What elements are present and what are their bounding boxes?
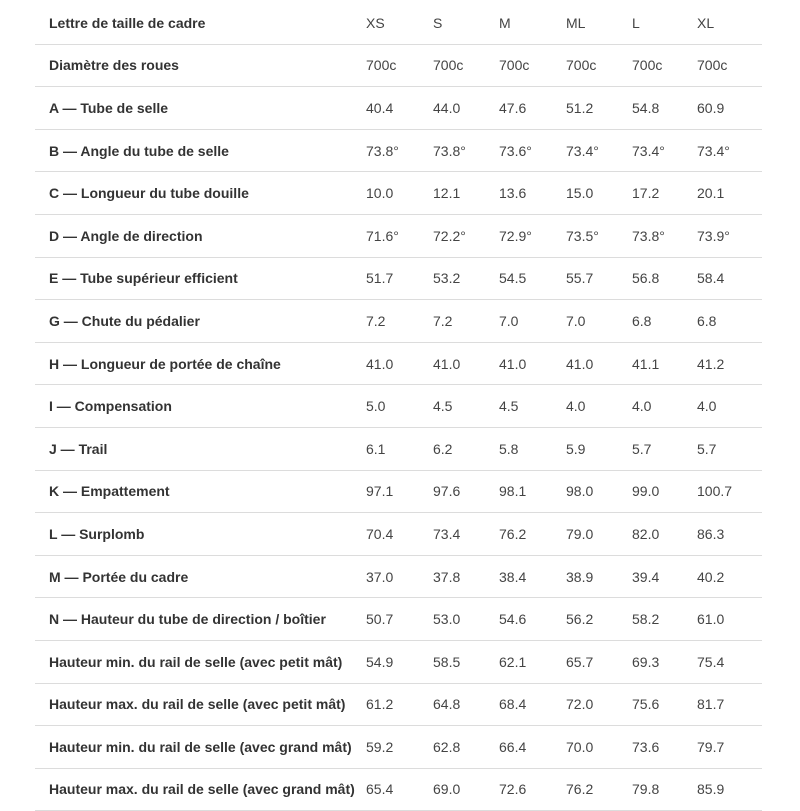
row-value: 20.1 bbox=[697, 172, 762, 215]
row-value: 100.7 bbox=[697, 470, 762, 513]
table-row bbox=[35, 172, 762, 215]
row-value: 4.5 bbox=[499, 385, 566, 428]
row-value: 41.0 bbox=[499, 342, 566, 385]
row-value: 700c bbox=[697, 44, 762, 87]
row-value: 79.8 bbox=[632, 768, 697, 811]
row-value: 13.6 bbox=[499, 172, 566, 215]
row-value: 7.0 bbox=[566, 300, 632, 343]
row-value: 10.0 bbox=[366, 172, 433, 215]
row-value: 700c bbox=[433, 44, 499, 87]
row-value: 51.7 bbox=[366, 257, 433, 300]
row-value: 58.5 bbox=[433, 640, 499, 683]
table-row bbox=[35, 214, 762, 257]
row-value: 40.2 bbox=[697, 555, 762, 598]
row-value: 82.0 bbox=[632, 513, 697, 556]
row-value: 70.0 bbox=[566, 726, 632, 769]
row-value: 58.2 bbox=[632, 598, 697, 641]
row-label: C — Longueur du tube douille bbox=[35, 172, 366, 215]
row-value: 98.1 bbox=[499, 470, 566, 513]
row-value: 4.0 bbox=[697, 385, 762, 428]
table-row bbox=[35, 385, 762, 428]
header-size-xs: XS bbox=[366, 2, 433, 44]
table-row bbox=[35, 427, 762, 470]
row-value: 700c bbox=[566, 44, 632, 87]
row-value: 73.4° bbox=[566, 129, 632, 172]
row-value: 73.6 bbox=[632, 726, 697, 769]
row-value: 73.4° bbox=[632, 129, 697, 172]
row-label: Hauteur max. du rail de selle (avec petit mât) bbox=[35, 683, 366, 726]
row-value: 97.6 bbox=[433, 470, 499, 513]
table-row bbox=[35, 470, 762, 513]
row-label: H — Longueur de portée de chaîne bbox=[35, 342, 366, 385]
row-label: G — Chute du pédalier bbox=[35, 300, 366, 343]
row-value: 5.8 bbox=[499, 427, 566, 470]
row-label: B — Angle du tube de selle bbox=[35, 129, 366, 172]
row-label: J — Trail bbox=[35, 427, 366, 470]
row-value: 86.3 bbox=[697, 513, 762, 556]
row-value: 15.0 bbox=[566, 172, 632, 215]
row-value: 81.7 bbox=[697, 683, 762, 726]
row-value: 56.8 bbox=[632, 257, 697, 300]
row-value: 51.2 bbox=[566, 87, 632, 130]
row-label: A — Tube de selle bbox=[35, 87, 366, 130]
row-value: 85.9 bbox=[697, 768, 762, 811]
row-value: 38.9 bbox=[566, 555, 632, 598]
row-value: 73.8° bbox=[632, 214, 697, 257]
row-value: 61.0 bbox=[697, 598, 762, 641]
row-value: 6.1 bbox=[366, 427, 433, 470]
header-size-xl: XL bbox=[697, 2, 762, 44]
row-label: N — Hauteur du tube de direction / boîtier bbox=[35, 598, 366, 641]
geometry-table bbox=[35, 2, 762, 811]
table-row bbox=[35, 598, 762, 641]
row-value: 62.1 bbox=[499, 640, 566, 683]
table-row bbox=[35, 129, 762, 172]
row-value: 7.2 bbox=[433, 300, 499, 343]
row-value: 72.2° bbox=[433, 214, 499, 257]
table-row bbox=[35, 768, 762, 811]
row-label: L — Surplomb bbox=[35, 513, 366, 556]
row-value: 6.2 bbox=[433, 427, 499, 470]
row-value: 73.4 bbox=[433, 513, 499, 556]
header-size-s: S bbox=[433, 2, 499, 44]
row-value: 65.4 bbox=[366, 768, 433, 811]
row-value: 700c bbox=[499, 44, 566, 87]
header-size-l: L bbox=[632, 2, 697, 44]
row-value: 75.4 bbox=[697, 640, 762, 683]
row-value: 54.8 bbox=[632, 87, 697, 130]
row-label: Diamètre des roues bbox=[35, 44, 366, 87]
row-value: 5.7 bbox=[697, 427, 762, 470]
row-value: 5.9 bbox=[566, 427, 632, 470]
row-value: 41.0 bbox=[566, 342, 632, 385]
row-value: 70.4 bbox=[366, 513, 433, 556]
row-value: 4.0 bbox=[566, 385, 632, 428]
row-value: 55.7 bbox=[566, 257, 632, 300]
row-value: 71.6° bbox=[366, 214, 433, 257]
row-value: 53.0 bbox=[433, 598, 499, 641]
row-value: 75.6 bbox=[632, 683, 697, 726]
table-row bbox=[35, 300, 762, 343]
row-label: Hauteur min. du rail de selle (avec grand mât) bbox=[35, 726, 366, 769]
row-value: 37.0 bbox=[366, 555, 433, 598]
row-value: 69.3 bbox=[632, 640, 697, 683]
row-value: 73.8° bbox=[366, 129, 433, 172]
row-value: 39.4 bbox=[632, 555, 697, 598]
row-value: 73.9° bbox=[697, 214, 762, 257]
row-value: 65.7 bbox=[566, 640, 632, 683]
geometry-table-body bbox=[35, 2, 762, 811]
row-label: D — Angle de direction bbox=[35, 214, 366, 257]
row-value: 73.5° bbox=[566, 214, 632, 257]
row-value: 41.2 bbox=[697, 342, 762, 385]
row-value: 54.9 bbox=[366, 640, 433, 683]
row-value: 50.7 bbox=[366, 598, 433, 641]
row-value: 76.2 bbox=[499, 513, 566, 556]
row-value: 68.4 bbox=[499, 683, 566, 726]
row-value: 73.6° bbox=[499, 129, 566, 172]
row-value: 61.2 bbox=[366, 683, 433, 726]
row-value: 72.6 bbox=[499, 768, 566, 811]
row-value: 44.0 bbox=[433, 87, 499, 130]
row-value: 66.4 bbox=[499, 726, 566, 769]
row-value: 73.8° bbox=[433, 129, 499, 172]
table-row bbox=[35, 640, 762, 683]
row-value: 76.2 bbox=[566, 768, 632, 811]
row-value: 72.9° bbox=[499, 214, 566, 257]
row-label: M — Portée du cadre bbox=[35, 555, 366, 598]
row-value: 73.4° bbox=[697, 129, 762, 172]
table-row bbox=[35, 342, 762, 385]
row-value: 56.2 bbox=[566, 598, 632, 641]
row-value: 69.0 bbox=[433, 768, 499, 811]
row-value: 40.4 bbox=[366, 87, 433, 130]
row-value: 5.0 bbox=[366, 385, 433, 428]
row-label: Hauteur max. du rail de selle (avec grand mât) bbox=[35, 768, 366, 811]
row-label: I — Compensation bbox=[35, 385, 366, 428]
row-value: 700c bbox=[366, 44, 433, 87]
row-value: 60.9 bbox=[697, 87, 762, 130]
table-row bbox=[35, 683, 762, 726]
row-value: 54.6 bbox=[499, 598, 566, 641]
row-value: 99.0 bbox=[632, 470, 697, 513]
row-label: Hauteur min. du rail de selle (avec petit mât) bbox=[35, 640, 366, 683]
header-size-m: M bbox=[499, 2, 566, 44]
row-value: 72.0 bbox=[566, 683, 632, 726]
row-label: E — Tube supérieur efficient bbox=[35, 257, 366, 300]
row-value: 37.8 bbox=[433, 555, 499, 598]
row-value: 38.4 bbox=[499, 555, 566, 598]
row-value: 54.5 bbox=[499, 257, 566, 300]
row-value: 97.1 bbox=[366, 470, 433, 513]
row-value: 700c bbox=[632, 44, 697, 87]
row-value: 41.0 bbox=[433, 342, 499, 385]
row-value: 98.0 bbox=[566, 470, 632, 513]
row-value: 5.7 bbox=[632, 427, 697, 470]
row-value: 7.2 bbox=[366, 300, 433, 343]
table-row bbox=[35, 513, 762, 556]
table-row bbox=[35, 726, 762, 769]
row-value: 17.2 bbox=[632, 172, 697, 215]
row-value: 12.1 bbox=[433, 172, 499, 215]
table-header-row bbox=[35, 2, 762, 44]
row-value: 4.5 bbox=[433, 385, 499, 428]
row-value: 64.8 bbox=[433, 683, 499, 726]
row-value: 6.8 bbox=[632, 300, 697, 343]
header-size-ml: ML bbox=[566, 2, 632, 44]
table-row bbox=[35, 87, 762, 130]
row-value: 7.0 bbox=[499, 300, 566, 343]
row-value: 47.6 bbox=[499, 87, 566, 130]
row-value: 6.8 bbox=[697, 300, 762, 343]
header-label: Lettre de taille de cadre bbox=[35, 2, 366, 44]
row-value: 58.4 bbox=[697, 257, 762, 300]
row-value: 41.1 bbox=[632, 342, 697, 385]
row-value: 53.2 bbox=[433, 257, 499, 300]
row-value: 4.0 bbox=[632, 385, 697, 428]
table-row bbox=[35, 44, 762, 87]
row-value: 59.2 bbox=[366, 726, 433, 769]
row-value: 79.0 bbox=[566, 513, 632, 556]
row-value: 62.8 bbox=[433, 726, 499, 769]
row-value: 41.0 bbox=[366, 342, 433, 385]
row-value: 79.7 bbox=[697, 726, 762, 769]
table-row bbox=[35, 257, 762, 300]
table-row bbox=[35, 555, 762, 598]
row-label: K — Empattement bbox=[35, 470, 366, 513]
